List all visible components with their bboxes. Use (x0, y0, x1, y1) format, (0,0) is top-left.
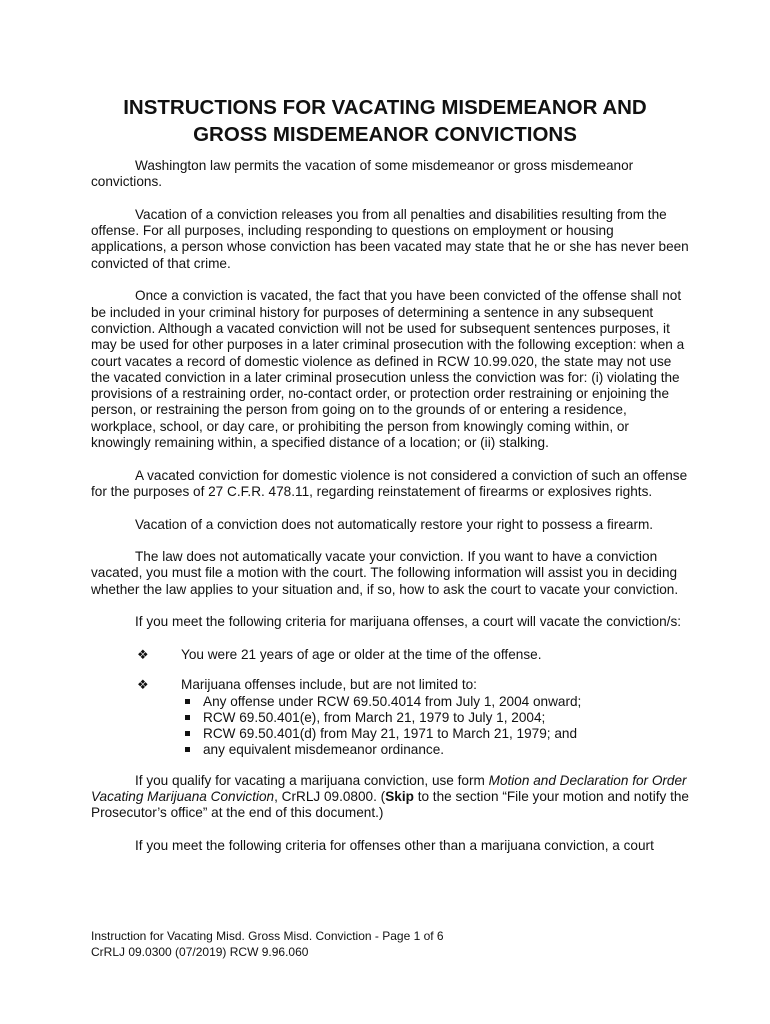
square-bullet-icon (185, 715, 190, 720)
title-line-2: GROSS MISDEMEANOR CONVICTIONS (193, 123, 577, 146)
diamond-bullet-icon: ❖ (137, 677, 149, 693)
document-body (91, 158, 691, 870)
offense-list-item: Any offense under RCW 69.50.4014 from July 1, 2004 onward; (181, 694, 691, 710)
square-bullet-icon (185, 699, 190, 704)
criteria-text: Marijuana offenses include, but are not limited to: (181, 677, 477, 693)
paragraph-domestic-violence: A vacated conviction for domestic violence is not considered a conviction of such an offense for the purposes of 27 C.F.R. 478.11, regarding reinstatement of firearms or explosives rights. (91, 467, 688, 499)
paragraph-criminal-history: Once a conviction is vacated, the fact that you have been convicted of the offense shall not be included in your criminal history for purposes of determining a sentence in any subsequent conviction. Although a vacated conviction will not be used for subsequent sentences purposes, it may be used for other purposes in a later criminal prosecution with the following exception: when a court vacates a record of domestic violence as defined in RCW 10.99.020, the state may not use the vacated conviction in a later criminal prosecution unless the conviction was for: (i) violating the provisions of a restraining order, no-contact order, or protection order restraining or enjoining the person, or restraining the person from going on to the grounds of or entering a residence, workplace, school, or day care, or prohibiting the person from knowingly coming within, or knowingly remaining within, a specified distance of a location; or (ii) stalking. (91, 288, 685, 451)
paragraph-marijuana-form: If you qualify for vacating a marijuana conviction, use form Motion and Declaration for Order Vacating Marijuana Conviction, CrRLJ 09.0800. (Skip to the section “File your motion and notify the Prosecutor’s office” at the end of this document.) (91, 772, 689, 821)
square-bullet-icon (185, 731, 190, 736)
offense-list-item: RCW 69.50.401(d) from May 21, 1971 to March 21, 1979; and (181, 726, 691, 742)
criteria-item-age (91, 647, 691, 663)
footer-page-info: Instruction for Vacating Misd. Gross Misd. Conviction - Page 1 of 6 (91, 929, 444, 943)
criteria-text: You were 21 years of age or older at the time of the offense. (181, 646, 542, 662)
criteria-item-offenses (91, 677, 691, 758)
skip-emphasis: Skip (385, 788, 414, 804)
paragraph-intro: Washington law permits the vacation of some misdemeanor or gross misdemeanor convictions. (91, 158, 634, 190)
square-bullet-icon (185, 747, 190, 752)
page-footer (91, 928, 444, 960)
offense-list (181, 694, 691, 759)
paragraph-vacation-effect: Vacation of a conviction releases you from all penalties and disabilities resulting from the offense. For all purposes, including responding to questions on employment or housing applications, a person whose conviction has been vacated may state that he or she has never been convicted of that crime. (91, 206, 689, 271)
offense-list-item: any equivalent misdemeanor ordinance. (181, 742, 691, 758)
paragraph-other-criteria: If you meet the following criteria for offenses other than a marijuana conviction, a court (135, 837, 654, 853)
paragraph-motion: The law does not automatically vacate your conviction. If you want to have a conviction vacated, you must file a motion with the court. The following information will assist you in deciding whether the law applies to your situation and, if so, how to ask the court to vacate your conviction. (91, 549, 679, 597)
offense-list-item: RCW 69.50.401(e), from March 21, 1979 to July 1, 2004; (181, 710, 691, 726)
paragraph-firearm: Vacation of a conviction does not automatically restore your right to possess a firearm. (135, 516, 654, 532)
paragraph-marijuana-criteria: If you meet the following criteria for marijuana offenses, a court will vacate the conviction/s: (135, 614, 682, 630)
title-line-1: INSTRUCTIONS FOR VACATING MISDEMEANOR AND (123, 96, 647, 119)
footer-form-number: CrRLJ 09.0300 (07/2019) RCW 9.96.060 (91, 945, 309, 959)
diamond-bullet-icon: ❖ (137, 646, 149, 662)
form-name: Motion and Declaration for Order Vacating Marijuana Conviction (91, 772, 687, 804)
page-title (60, 94, 710, 148)
